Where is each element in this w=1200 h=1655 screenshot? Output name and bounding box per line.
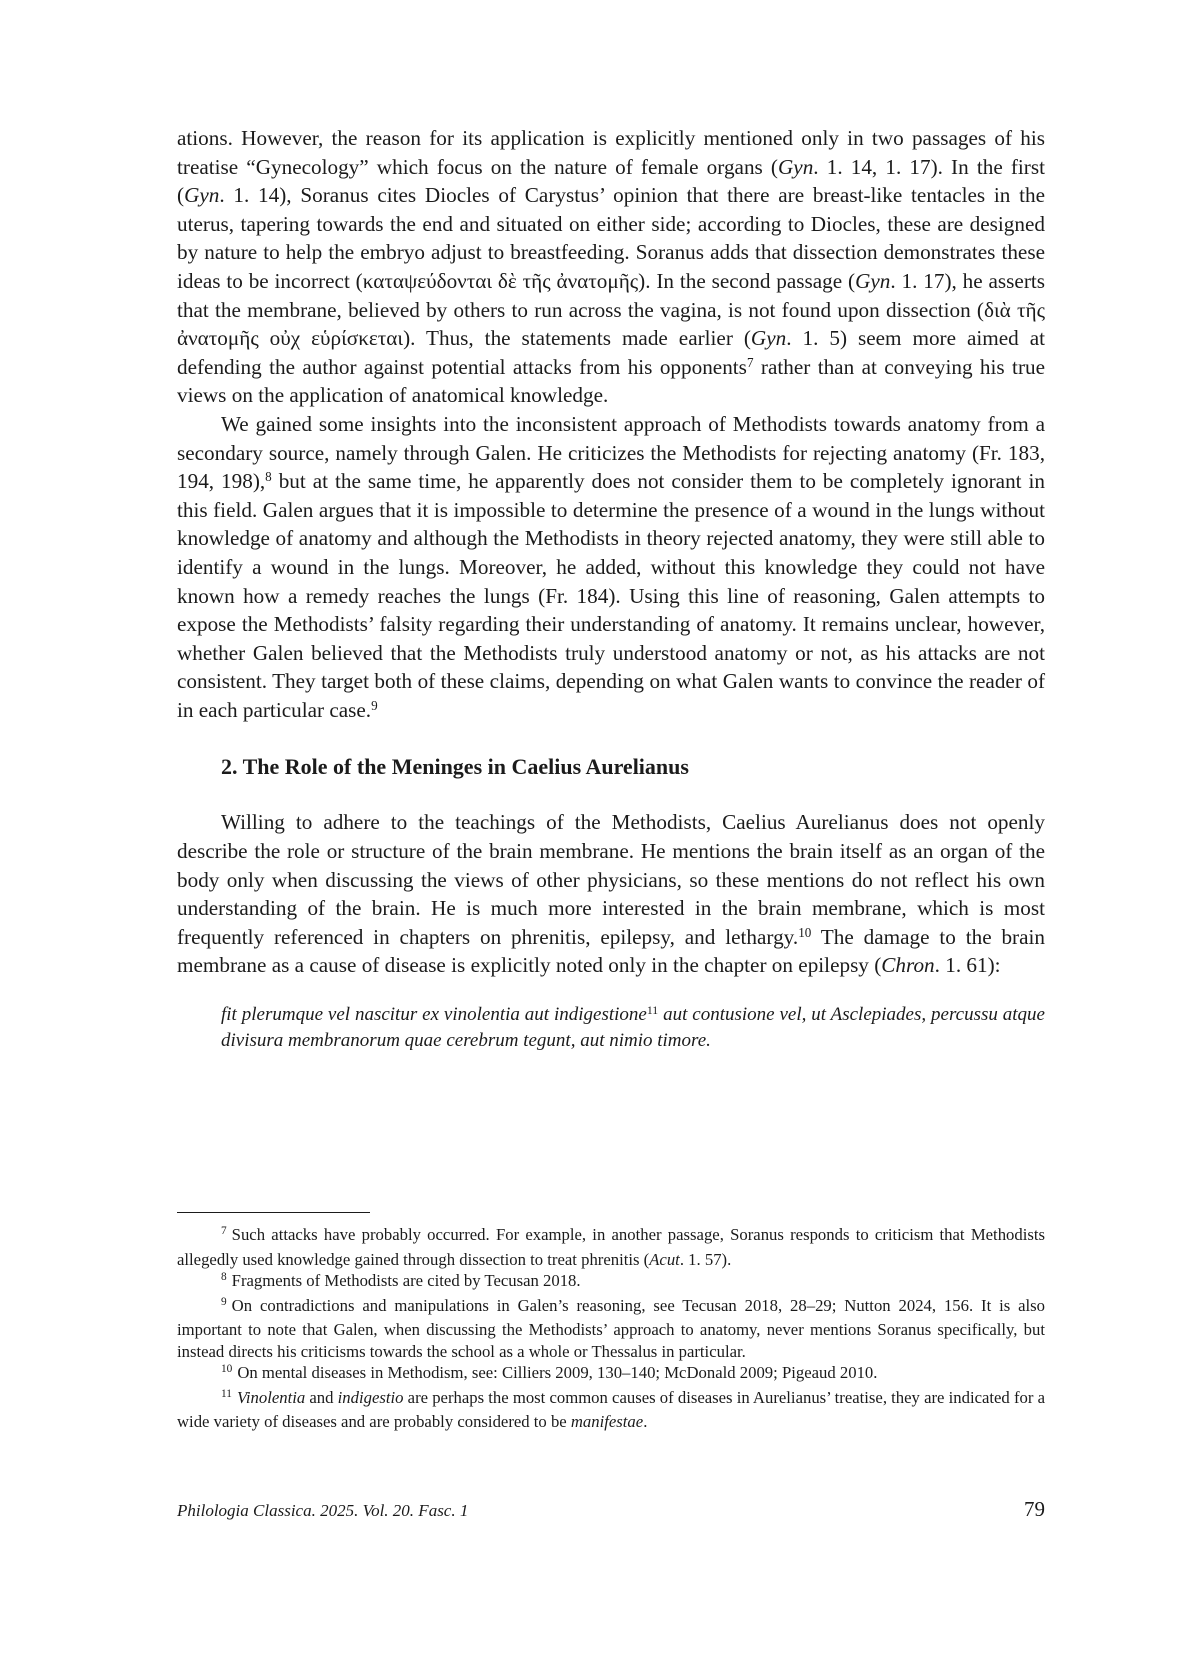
footnote-9	[177, 1295, 1045, 1363]
page-number: 79	[1024, 1497, 1045, 1521]
paragraph-1	[177, 124, 1045, 410]
footnote-number: 11	[221, 1387, 232, 1400]
footnote-7	[177, 1224, 1045, 1270]
footnote-ref-8[interactable]: 8	[265, 468, 272, 484]
footnote-number: 8	[221, 1271, 227, 1284]
citation-abbrev: Gyn	[750, 326, 787, 351]
text-span: . 1. 14, 1. 17). In the first (	[177, 154, 1045, 208]
text-span: . 1. 57).	[679, 1249, 732, 1269]
text-span: . 1. 61):	[934, 953, 1001, 978]
latin-term: manifestae	[570, 1412, 644, 1431]
text-span: Fragments of Methodists are cited by Tecusan 2018.	[231, 1271, 581, 1290]
paragraph-3	[177, 808, 1045, 980]
footnote-ref-7[interactable]: 7	[746, 354, 754, 370]
latin-quotation	[221, 1002, 1045, 1054]
text-span: but at the same time, he apparently does not consider them to be completely ignorant in this field. Galen argues that it is impossible to determine the presence of a wound in the lungs without knowledge of anatomy and although the Methodists in theory rejected anatomy, they were still able to identify a wound in the lungs. Moreover, he added, without this knowledge they could not have known how a remedy reaches the lungs (Fr. 184). Using this line of reasoning, Galen attempts to expose the Methodists’ falsity regarding their understanding of anatomy. It remains unclear, however, whether Galen believed that the Methodists truly understood anatomy or not, as his attacks are not consistent. They target both of these claims, depending on what Galen wants to convince the reader of in each particular case.	[177, 469, 1045, 722]
text-span: .	[643, 1412, 648, 1431]
latin-term: Vinolentia	[236, 1387, 306, 1407]
text-span: ations. However, the reason for its application is explicitly mentioned only in two passages of his treatise “Gynecology” which focus on the nature of female organs (	[177, 126, 1045, 179]
footnote-8	[177, 1270, 1045, 1295]
footnote-10	[177, 1362, 1045, 1387]
text-span: fit plerumque vel nascitur ex vinolentia aut indigestione	[221, 1004, 647, 1026]
footnote-number: 10	[221, 1363, 233, 1376]
citation-abbrev: Gyn	[184, 183, 220, 208]
paragraph-2	[177, 410, 1045, 725]
text-span: aut contusione vel, ut Asclepiades, percussu atque divisura membranorum quae cerebrum tegunt, aut nimio timore.	[221, 1004, 1045, 1052]
page-footer	[177, 1497, 1045, 1527]
latin-term: indigestio	[337, 1387, 404, 1407]
citation-abbrev: Chron	[881, 953, 935, 978]
citation-abbrev: Gyn	[855, 268, 891, 293]
text-span: . 1. 14), Soranus cites Diocles of Carystus’ opinion that there are breast-like tentacles in the uterus, tapering towards the end and situated on either side; according to Diocles, these are designed by nature to help the embryo adjust to breastfeeding. Soranus adds that dissection demonstrates these ideas to be incorrect (καταψεύδονται δὲ τῆς ἀνατομῆς). In the second passage (	[177, 183, 1045, 293]
section-heading: 2. The Role of the Meninges in Caelius Aurelianus	[221, 754, 689, 780]
text-span: rather than at conveying his true views on the application of anatomical knowledge.	[177, 354, 1046, 408]
text-span: . 1. 17), he asserts that the membrane, believed by others to run across the vagina, is not found upon dissection (διὰ τῆς ἀνατομῆς οὐχ εὑρίσκεται). Thus, the statements made earlier (	[177, 268, 1046, 351]
main-text	[177, 124, 1045, 1054]
text-span: We gained some insights into the inconsistent approach of Methodists towards anatomy from a secondary source, namely through Galen. He criticizes the Methodists for rejecting anatomy (Fr. 183, 194, 198),	[177, 411, 1045, 494]
journal-citation: Philologia Classica. 2025. Vol. 20. Fasc. 1	[177, 1501, 469, 1520]
text-span: are perhaps the most common causes of diseases in Aurelianus’ treatise, they are indicated for a wide variety of diseases and are probably considered to be	[177, 1387, 1045, 1431]
footnote-ref-10[interactable]: 10	[798, 924, 812, 940]
footnote-ref-11[interactable]: 11	[646, 1003, 659, 1017]
text-span: Willing to adhere to the teachings of the Methodists, Caelius Aurelianus does not openly describe the role or structure of the brain membrane. He mentions the brain itself as an organ of the body only when discussing the views of other physicians, so these mentions do not reflect his own understanding of the brain. He is much more interested in the brain membrane, which is most frequently referenced in chapters on phrenitis, epilepsy, and lethargy.	[177, 810, 1045, 949]
citation-abbrev: Acut	[649, 1249, 680, 1269]
footnotes	[177, 1224, 1045, 1433]
footnote-number: 7	[221, 1225, 227, 1238]
text-span: The damage to the brain membrane as a cause of disease is explicitly noted only in the chapter on epilepsy (	[177, 924, 1045, 978]
text-span: . 1. 5) seem more aimed at defending the author against potential attacks from his opponents	[177, 326, 1045, 379]
footnote-ref-9[interactable]: 9	[371, 697, 378, 713]
text-span: On mental diseases in Methodism, see: Cilliers 2009, 130–140; McDonald 2009; Pigeaud 2010.	[237, 1363, 878, 1382]
text-span: Such attacks have probably occurred. For example, in another passage, Soranus responds to criticism that Methodists allegedly used knowledge gained through dissection to treat phrenitis (	[177, 1225, 1045, 1269]
footnote-separator	[177, 1212, 370, 1213]
citation-abbrev: Gyn	[777, 154, 814, 179]
footnote-number: 9	[221, 1295, 227, 1308]
text-span: and	[305, 1387, 338, 1407]
text-span: On contradictions and manipulations in Galen’s reasoning, see Tecusan 2018, 28–29; Nutton 2024, 156. It is also important to note that Galen, when discussing the Methodists’ approach to anatomy, never mentions Soranus specifically, but instead directs his criticisms towards the school as a whole or Thessalus in particular.	[177, 1295, 1045, 1361]
footnote-11	[177, 1387, 1045, 1433]
